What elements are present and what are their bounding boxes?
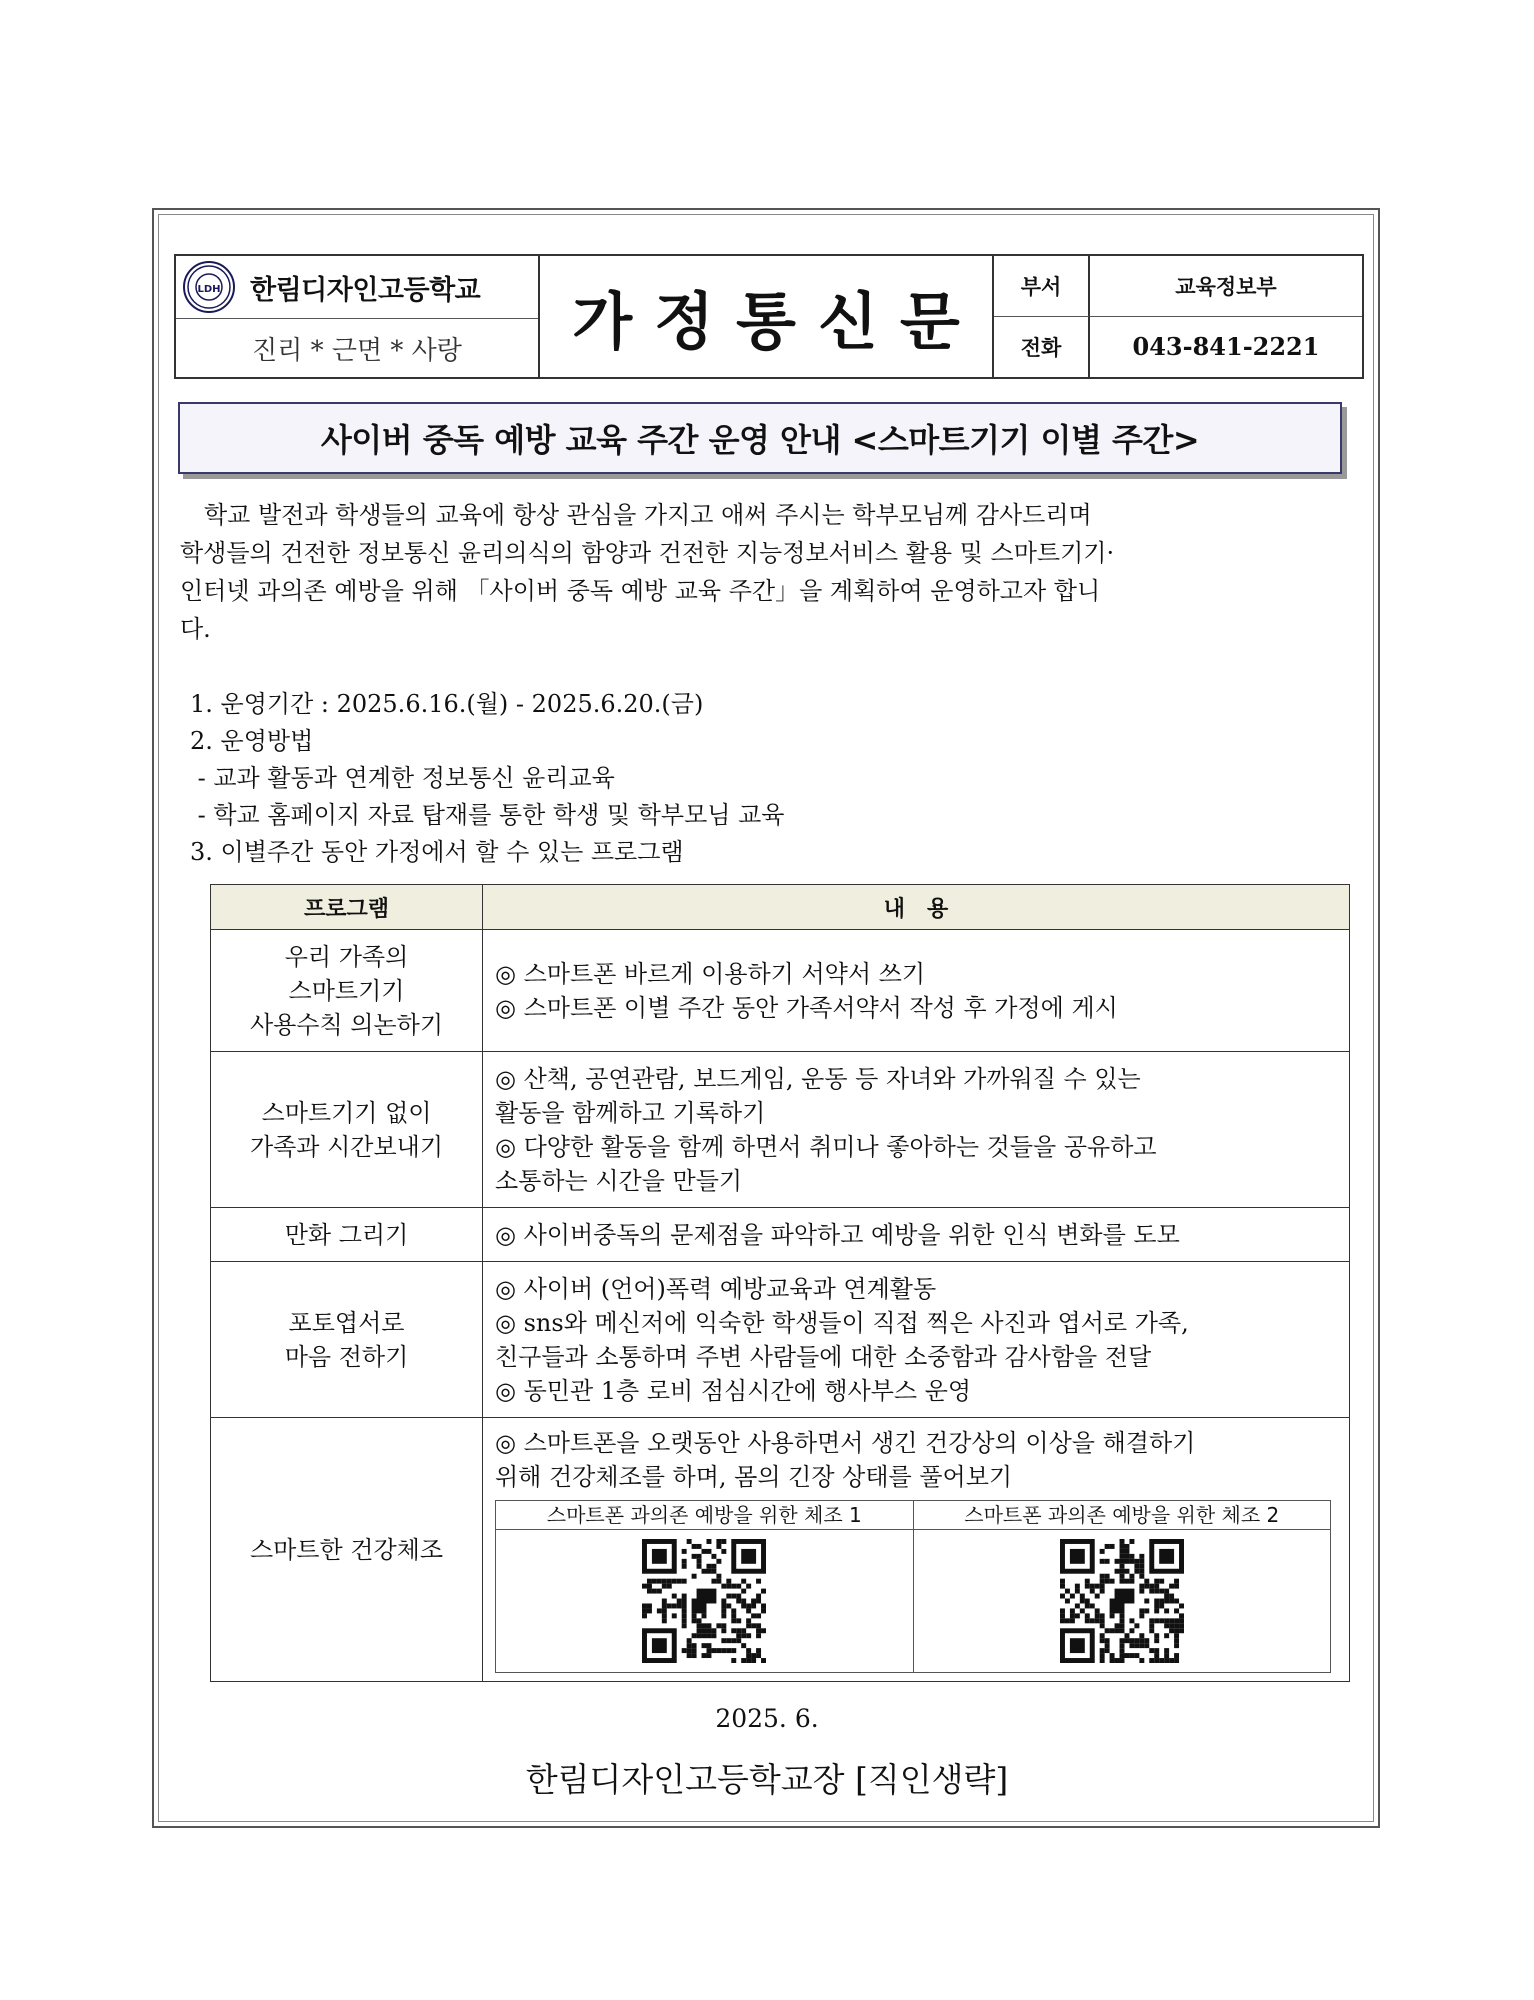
school-name: 한림디자인고등학교 bbox=[250, 274, 481, 306]
qr-cell bbox=[496, 1501, 913, 1672]
phone-value: 043-841-2221 bbox=[1132, 332, 1320, 362]
letter-header bbox=[174, 254, 1364, 379]
principal-signature: 한림디자인고등학교장 [직인생략] bbox=[525, 1760, 1009, 1799]
content-line: ◎ 스마트폰을 오랫동안 사용하면서 생긴 건강상의 이상을 해결하기 bbox=[495, 1429, 1196, 1457]
intro-line: 학교 발전과 학생들의 교육에 항상 관심을 가지고 애써 주시는 학부모님께 감사드리며 bbox=[180, 501, 1092, 529]
school-block bbox=[176, 256, 540, 377]
list-item: 2. 운영방법 bbox=[190, 727, 314, 755]
content-line: 친구들과 소통하며 주변 사람들에 대한 소중함과 감사함을 전달 bbox=[495, 1342, 1152, 1371]
table-row bbox=[211, 1052, 1350, 1208]
program-line: 스마트기기 bbox=[288, 976, 405, 1005]
qr-caption: 스마트폰 과의존 예방을 위한 체조 2 bbox=[914, 1501, 1331, 1530]
content-line: ◎ 사이버중독의 문제점을 파악하고 예방을 위한 인식 변화를 도모 bbox=[495, 1220, 1180, 1249]
program-line: 가족과 시간보내기 bbox=[249, 1132, 444, 1161]
col-program-header: 프로그램 bbox=[211, 885, 483, 930]
list-item: 3. 이별주간 동안 가정에서 할 수 있는 프로그램 bbox=[190, 838, 684, 866]
content-line: ◎ 스마트폰 바르게 이용하기 서약서 쓰기 bbox=[495, 959, 926, 988]
contact-info bbox=[994, 256, 1362, 377]
program-line: 마음 전하기 bbox=[284, 1342, 409, 1371]
table-header-row bbox=[211, 885, 1350, 930]
school-logo bbox=[182, 260, 236, 314]
content-line: 소통하는 시간을 만들기 bbox=[495, 1166, 743, 1195]
program-line: 사용수칙 의논하기 bbox=[249, 1010, 444, 1039]
intro-paragraph bbox=[180, 496, 1352, 648]
program-cell bbox=[211, 930, 483, 1052]
intro-line: 학생들의 건전한 정보통신 윤리의식의 함양과 건전한 지능정보서비스 활용 및 스마트기기· bbox=[180, 539, 1115, 567]
table-row bbox=[211, 1418, 1350, 1682]
qr-caption: 스마트폰 과의존 예방을 위한 체조 1 bbox=[496, 1501, 913, 1530]
content-cell bbox=[483, 1262, 1350, 1418]
school-motto: 진리 * 근면 * 사랑 bbox=[252, 335, 462, 366]
qr-code-table bbox=[495, 1500, 1331, 1673]
issue-date: 2025. 6. bbox=[715, 1704, 819, 1733]
notice-banner: 사이버 중독 예방 교육 주간 운영 안내 <스마트기기 이별 주간> bbox=[178, 402, 1342, 474]
col-content-header: 내 용 bbox=[483, 885, 1350, 930]
svg-text:LDH: LDH bbox=[197, 284, 221, 295]
school-name-row bbox=[176, 256, 538, 319]
qr-code-2[interactable] bbox=[1060, 1539, 1184, 1663]
table-row bbox=[211, 1208, 1350, 1262]
document-title: 가정통신문 bbox=[540, 256, 994, 377]
content-line: ◎ 산책, 공연관람, 보드게임, 운동 등 자녀와 가까워질 수 있는 bbox=[495, 1064, 1141, 1093]
content-line: ◎ 스마트폰 이별 주간 동안 가족서약서 작성 후 가정에 게시 bbox=[495, 993, 1118, 1022]
program-line: 스마트기기 없이 bbox=[261, 1098, 432, 1127]
content-line: ◎ 사이버 (언어)폭력 예방교육과 연계활동 bbox=[495, 1274, 937, 1303]
qr-code-1[interactable] bbox=[642, 1539, 766, 1663]
program-line: 만화 그리기 bbox=[284, 1220, 409, 1249]
list-item: - 학교 홈페이지 자료 탑재를 통한 학생 및 학부모님 교육 bbox=[190, 801, 785, 829]
dept-value: 교육정보부 bbox=[1090, 256, 1362, 317]
content-cell bbox=[483, 1418, 1350, 1682]
program-line: 스마트한 건강체조 bbox=[249, 1535, 444, 1564]
content-line: 활동을 함께하고 기록하기 bbox=[495, 1098, 766, 1127]
program-table bbox=[210, 884, 1350, 1682]
content-line: 위해 건강체조를 하며, 몸의 긴장 상태를 풀어보기 bbox=[495, 1463, 1013, 1491]
program-line: 우리 가족의 bbox=[284, 942, 409, 971]
content-line: ◎ sns와 메신저에 익숙한 학생들이 직접 찍은 사진과 엽서로 가족, bbox=[495, 1308, 1189, 1337]
content-cell bbox=[483, 930, 1350, 1052]
intro-line: 인터넷 과의존 예방을 위해 「사이버 중독 예방 교육 주간」을 계획하여 운영하고자 합니 bbox=[180, 577, 1101, 605]
table-row bbox=[211, 930, 1350, 1052]
program-cell bbox=[211, 1262, 483, 1418]
operation-list bbox=[190, 686, 1350, 871]
phone-label: 전화 bbox=[994, 317, 1090, 378]
dept-label: 부서 bbox=[994, 256, 1090, 317]
list-item: - 교과 활동과 연계한 정보통신 윤리교육 bbox=[190, 764, 615, 792]
intro-line: 다. bbox=[180, 615, 211, 643]
program-cell bbox=[211, 1208, 483, 1262]
program-cell bbox=[211, 1052, 483, 1208]
program-line: 포토엽서로 bbox=[288, 1308, 405, 1337]
content-cell bbox=[483, 1052, 1350, 1208]
table-row bbox=[211, 1262, 1350, 1418]
content-cell bbox=[483, 1208, 1350, 1262]
program-cell bbox=[211, 1418, 483, 1682]
content-line: ◎ 동민관 1층 로비 점심시간에 행사부스 운영 bbox=[495, 1376, 972, 1405]
qr-cell bbox=[913, 1501, 1331, 1672]
list-item: 1. 운영기간 : 2025.6.16.(월) - 2025.6.20.(금) bbox=[190, 690, 704, 718]
content-line: ◎ 다양한 활동을 함께 하면서 취미나 좋아하는 것들을 공유하고 bbox=[495, 1132, 1157, 1161]
